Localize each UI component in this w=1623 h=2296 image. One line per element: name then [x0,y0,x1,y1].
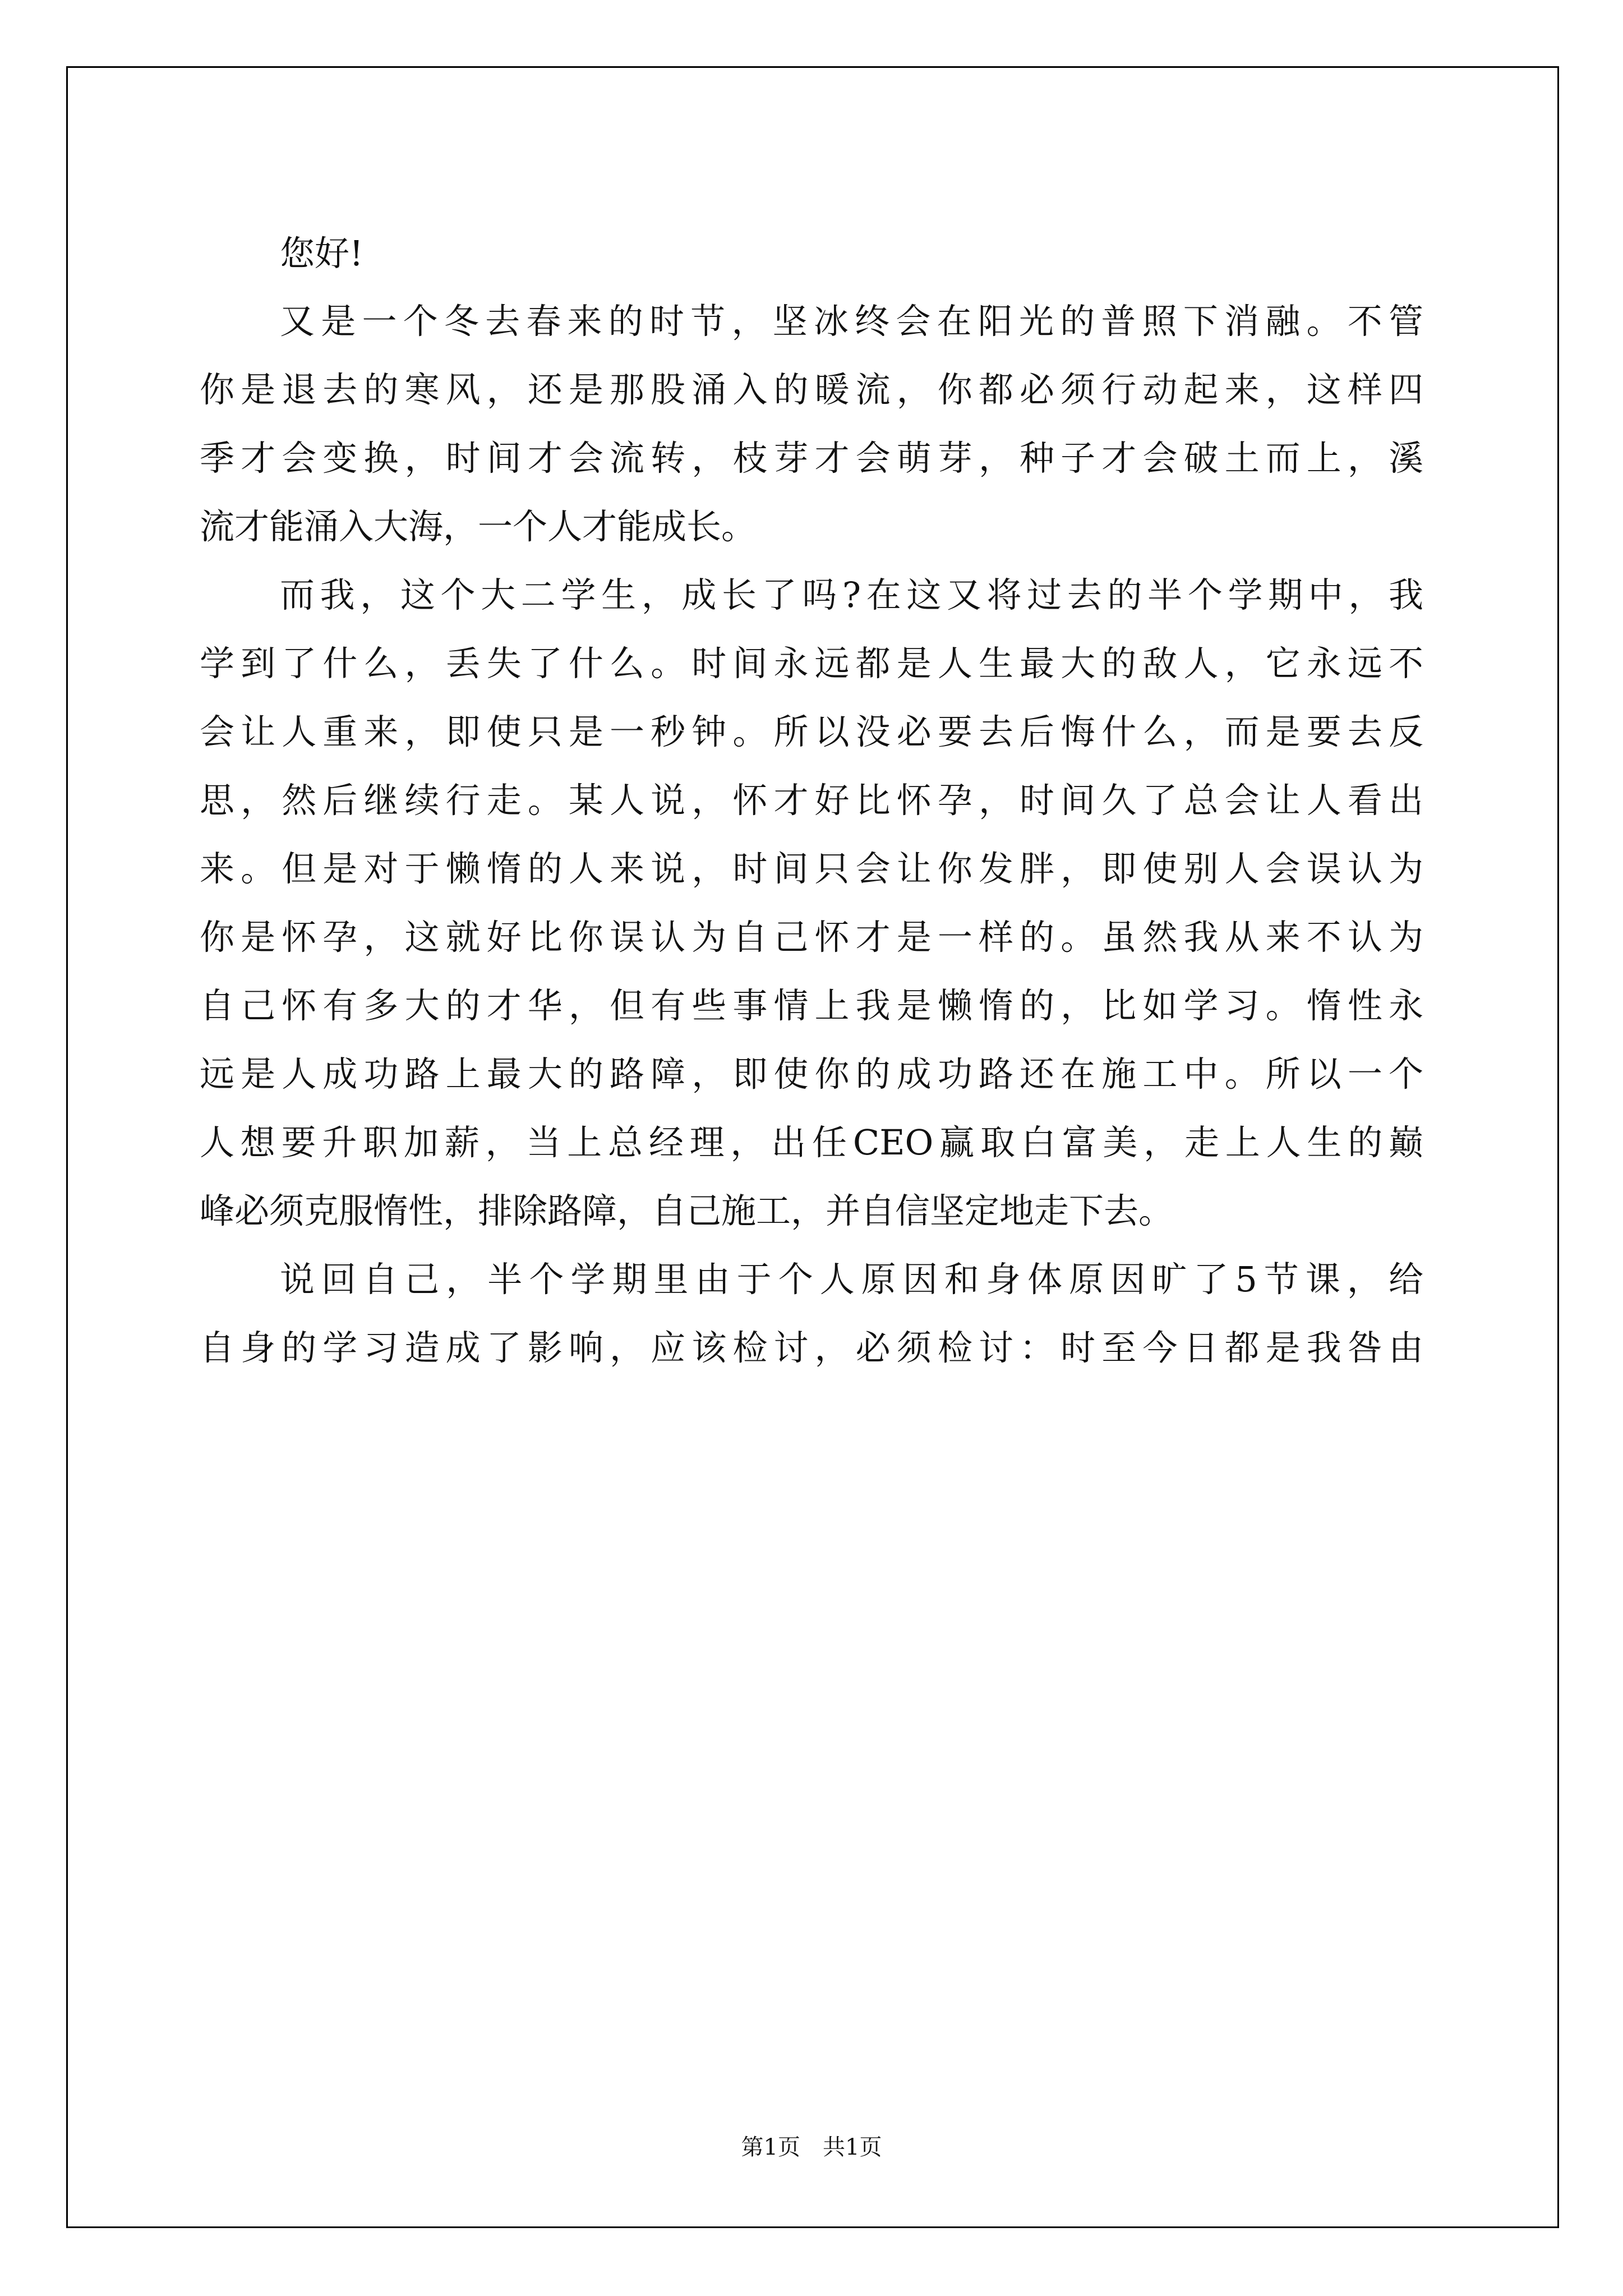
paragraph-line: 你是退去的寒风，还是那股涌入的暖流，你都必须行动起来，这样四 [200,369,1423,410]
paragraph-line: 人想要升职加薪，当上总经理，出任CEO赢取白富美，走上人生的巅 [200,1122,1423,1163]
paragraph-line: 来。但是对于懒惰的人来说，时间只会让你发胖，即使别人会误认为 [200,848,1423,889]
paragraph-line: 季才会变换，时间才会流转，枝芽才会萌芽，种子才会破土而上，溪 [200,438,1423,478]
paragraph-line: 学到了什么，丢失了什么。时间永远都是人生最大的敌人，它永远不 [200,643,1423,684]
paragraph-line: 远是人成功路上最大的路障，即使你的成功路还在施工中。所以一个 [200,1053,1423,1094]
paragraph-line: 又是一个冬去春来的时节，坚冰终会在阳光的普照下消融。不管 [280,301,1423,342]
paragraph-line: 流才能涌入大海，一个人才能成长。 [200,506,757,547]
paragraph-line: 自身的学习造成了影响，应该检讨，必须检讨：时至今日都是我咎由 [200,1327,1423,1368]
paragraph-line: 峰必须克服惰性，排除路障，自己施工，并自信坚定地走下去。 [200,1190,1174,1231]
paragraph-line: 自己怀有多大的才华，但有些事情上我是懒惰的，比如学习。惰性永 [200,985,1423,1026]
page-footer: 第1页 共1页 [741,2134,882,2160]
paragraph-line: 会让人重来，即使只是一秒钟。所以没必要去后悔什么，而是要去反 [200,711,1423,752]
paragraph-line: 说回自己，半个学期里由于个人原因和身体原因旷了5节课，给 [280,1259,1423,1300]
salutation: 您好! [280,233,363,274]
paragraph-line: 而我，这个大二学生，成长了吗?在这又将过去的半个学期中，我 [280,574,1423,615]
paragraph-line: 思，然后继续行走。某人说，怀才好比怀孕，时间久了总会让人看出 [200,780,1423,821]
paragraph-line: 你是怀孕，这就好比你误认为自己怀才是一样的。虽然我从来不认为 [200,917,1423,958]
